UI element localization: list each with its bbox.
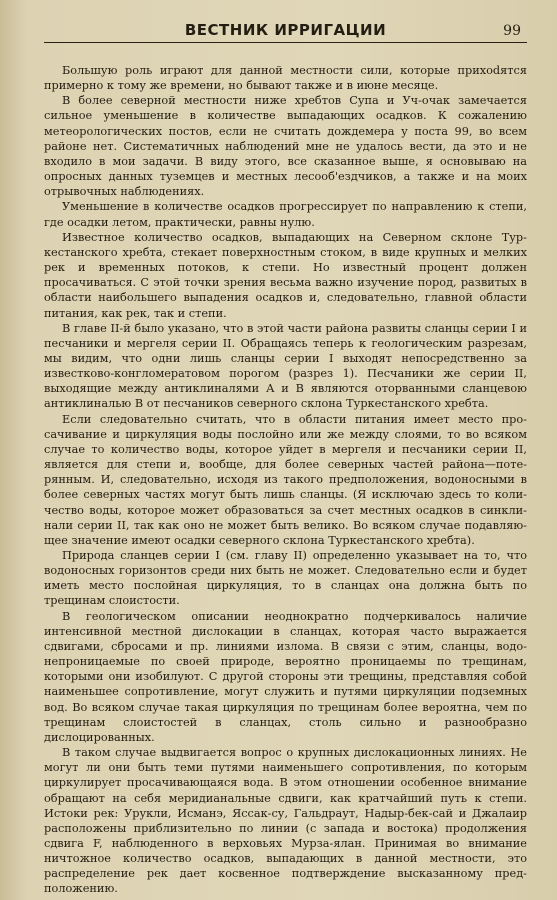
paragraph: Известное количество осадков, выпадающих на Северном склоне Туркестанского хребта, стекает поверхностным стоком, в виде крупных и мелких рек и временных потоков, к степи. Но известный процент должен просачиваться. С этой точки зрения весьма важно изучение пород, развитых в области наибольшего выпадения осадков и, следовательно, главной области питания, как рек, так и степи. xyxy=(44,230,527,320)
paragraph: Уменьшение в количестве осадков прогрессирует по направлению к степи, где осадки летом, практически, равны нулю. xyxy=(44,200,527,229)
page-number: 99 xyxy=(503,23,521,39)
journal-title: ВЕСТНИК ИРРИГАЦИИ xyxy=(184,21,387,39)
paragraph: В геологическом описании неоднократно подчеркивалось наличие интенсивной местной дислокации в сланцах, которая часто выражается сдвигами, сбросами и пр. линиями излома. В связи с этим, сланцы, водонепроницаемые по своей природе, вероятно проницаемы по трещинам, которыми они изобилуют. С другой стороны эти трещины, представляя собой наименьшее сопротивление, могут служить и путями циркуляции подземных вод. Во всяком случае такая циркуляция по трещинам более вероятна, чем по трещинам слоистостей в сланцах, столь сильно и разнообразно дислоцированных. xyxy=(44,609,527,744)
running-header xyxy=(44,20,527,43)
paragraph: Если следовательно считать, что в области питания имеет место просачивание и циркуляция воды послойно или же между слоями, то во всяком случае то количество воды, которое уйдет в мергеля и песчаники серии II, является для степи и, вообще, для более северных частей района—потерянным. И, следовательно, исходя из такого предположения, водоносными в более северных частях могут быть лишь сланцы. (Я исключаю здесь то количество воды, которое может образоваться за счет местных осадков в синклинали серии II, так как оно не может быть велико. Во всяком случае подавляющее значение имеют осадки северного склона Туркестанского хребта). xyxy=(44,412,527,547)
body-text xyxy=(44,63,527,897)
paragraph: В таком случае выдвигается вопрос о крупных дислокационных линиях. Не могут ли они быть теми путями наименьшего сопротивления, по которым циркулирует просачивающаяся вода. В этом отношении особенное внимание обращают на себя меридианальные сдвиги, как кратчайший путь к степи. Истоки рек: Урукли, Исманэ, Яссак-су, Гальдраут, Надыр-бек-сай и Джалаир расположены приблизительно по линии (с запада и востока) продолжения сдвига F, наблюденного в верховьях Мурза-ялан. Принимая во внимание ничтожное количество осадков, выпадающих в данной местности, это распределение рек дает косвенное подтверждение высказанному предположению. xyxy=(44,746,527,896)
paragraph: В главе II-й было указано, что в этой части района развиты сланцы серии I и песчаники и мергеля серии II. Обращаясь теперь к геологическим разрезам, мы видим, что одни лишь сланцы серии I выходят непосредственно за известково-конгломератовом порогом (разрез 1). Песчаники же серии II, выходящие между антиклиналями А и В являются оторванными сланцевою антиклиналью В от песчаников северного склона Туркестанского хребта. xyxy=(44,321,527,411)
paragraph: В более северной местности ниже хребтов Супа и Уч-очак замечается сильное уменьшение в количестве выпадающих осадков. К сожалению метеорологических постов, если не считать дождемера у поста 99, во всем районе нет. Систематичных наблюдений мне не удалось вести, да это и не входило в мои задачи. В виду этого, все сказанное выше, я основываю на опросных данных туземцев и местных лесооб'ездчиков, а также и на моих отрывочных наблюдениях. xyxy=(44,94,527,199)
paragraph: Большую роль играют для данной местности сили, которые прихоdятся примерно к тому же времени, но бывают также и в июне месяце. xyxy=(44,64,527,93)
paragraph: Природа сланцев серии I (см. главу II) определенно указывает на то, что водоносных горизонтов среди них быть не может. Следовательно если и будет иметь место послойная циркуляция, то в сланцах она должна быть по трещинам слоистости. xyxy=(44,549,527,608)
